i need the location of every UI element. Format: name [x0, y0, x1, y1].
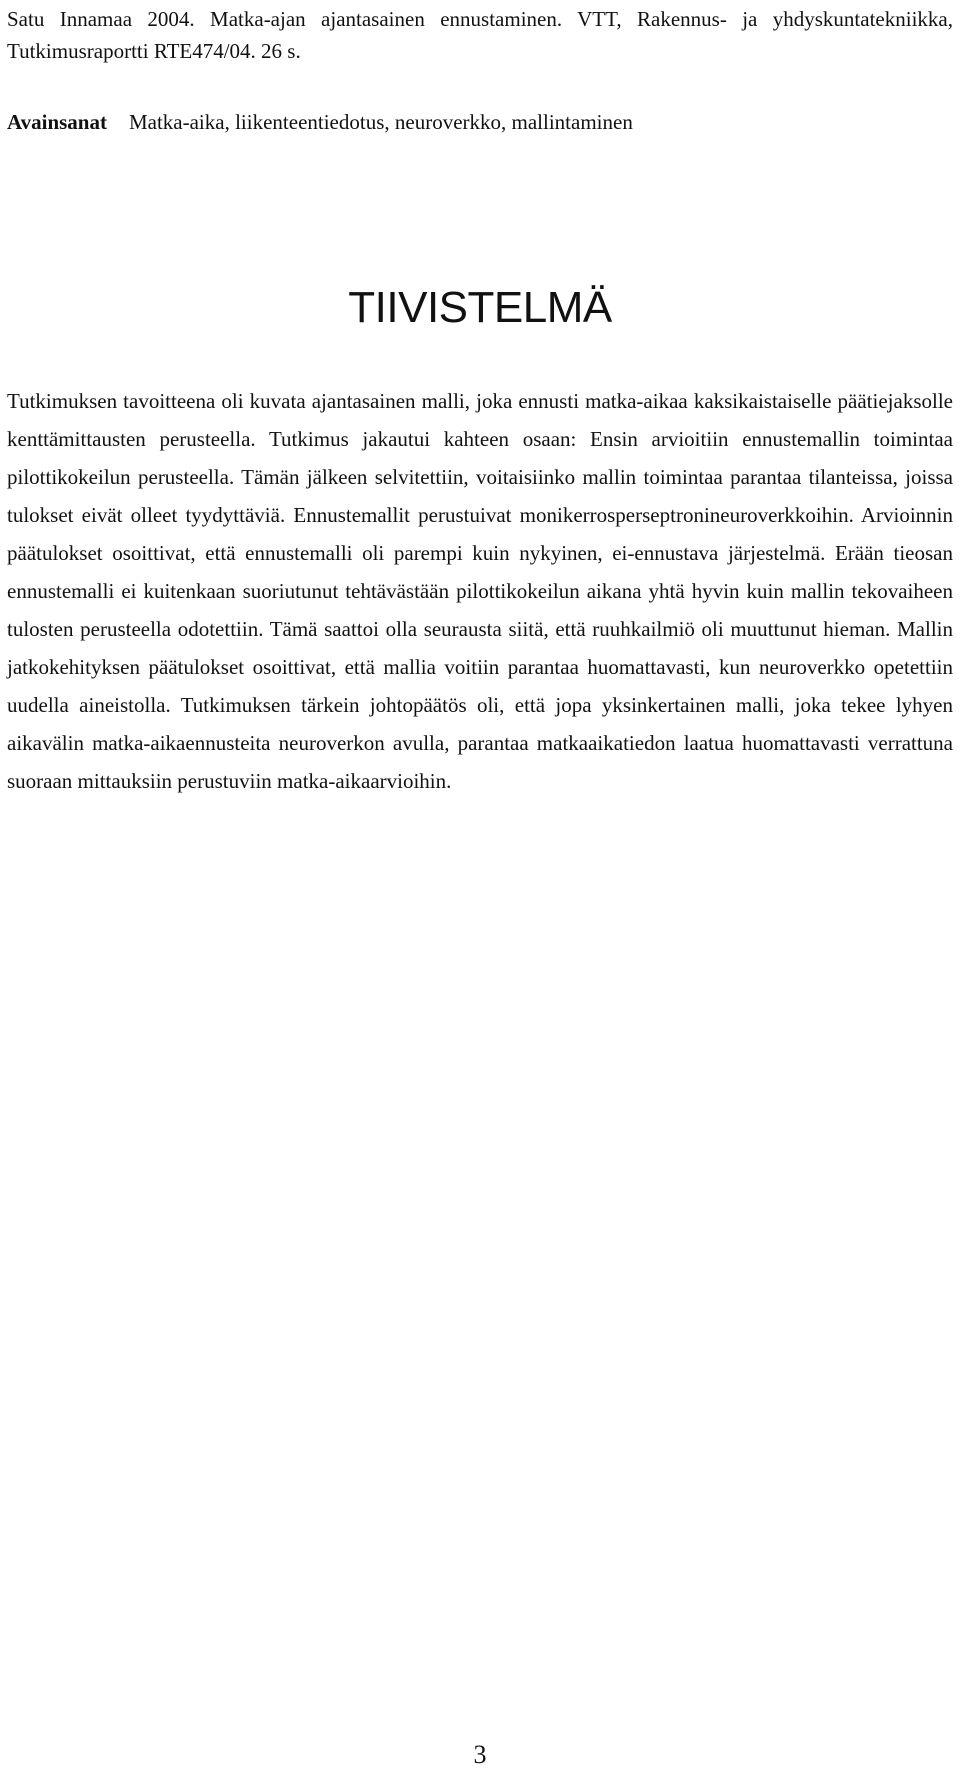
citation-text: Satu Innamaa 2004. Matka-ajan ajantasainen ennustaminen. VTT, Rakennus- ja yhdyskuntatekniikka, Tutkimusraportti RTE474/04. 26 s. [7, 7, 953, 63]
keywords-line [7, 106, 633, 138]
keywords-label: Avainsanat [7, 110, 107, 134]
keywords-value: Matka-aika, liikenteentiedotus, neuroverkko, mallintaminen [128, 110, 633, 134]
abstract-paragraph: Tutkimuksen tavoitteena oli kuvata ajantasainen malli, joka ennusti matka-aikaa kaksikaistaiselle päätiejaksolle kenttämittausten perusteella. Tutkimus jakautui kahteen osaan: Ensin arvioitiin ennustemallin toimintaa pilottikokeilun perusteella. Tämän jälkeen selvitettiin, voitaisiinko mallin toimintaa parantaa tilanteissa, joissa tulokset eivät olleet tyydyttäviä. Ennustemallit perustuivat monikerrosperseptronineuroverkkoihin. Arvioinnin päätulokset osoittivat, että ennustemalli oli parempi kuin nykyinen, ei-ennustava järjestelmä. Erään tieosan ennustemalli ei kuitenkaan suoriutunut tehtävästään pilottikokeilun aikana yhtä hyvin kuin mallin tekovaiheen tulosten perusteella odotettiin. Tämä saattoi olla seurausta siitä, että ruuhkailmiö oli muuttunut hieman. Mallin jatkokehityksen päätulokset osoittivat, että mallia voitiin parantaa huomattavasti, kun neuroverkko opetettiin uudella aineistolla. Tutkimuksen tärkein johtopäätös oli, että jopa yksinkertainen malli, joka tekee lyhyen aikavälin matka-aikaennusteita neuroverkon avulla, parantaa matkaaikatiedon laatua huomattavasti verrattuna suoraan mittauksiin perustuviin matka-aikaarvioihin. [7, 389, 953, 793]
page-title: TIIVISTELMÄ [348, 283, 612, 332]
page-number: 3 [473, 1740, 487, 1769]
